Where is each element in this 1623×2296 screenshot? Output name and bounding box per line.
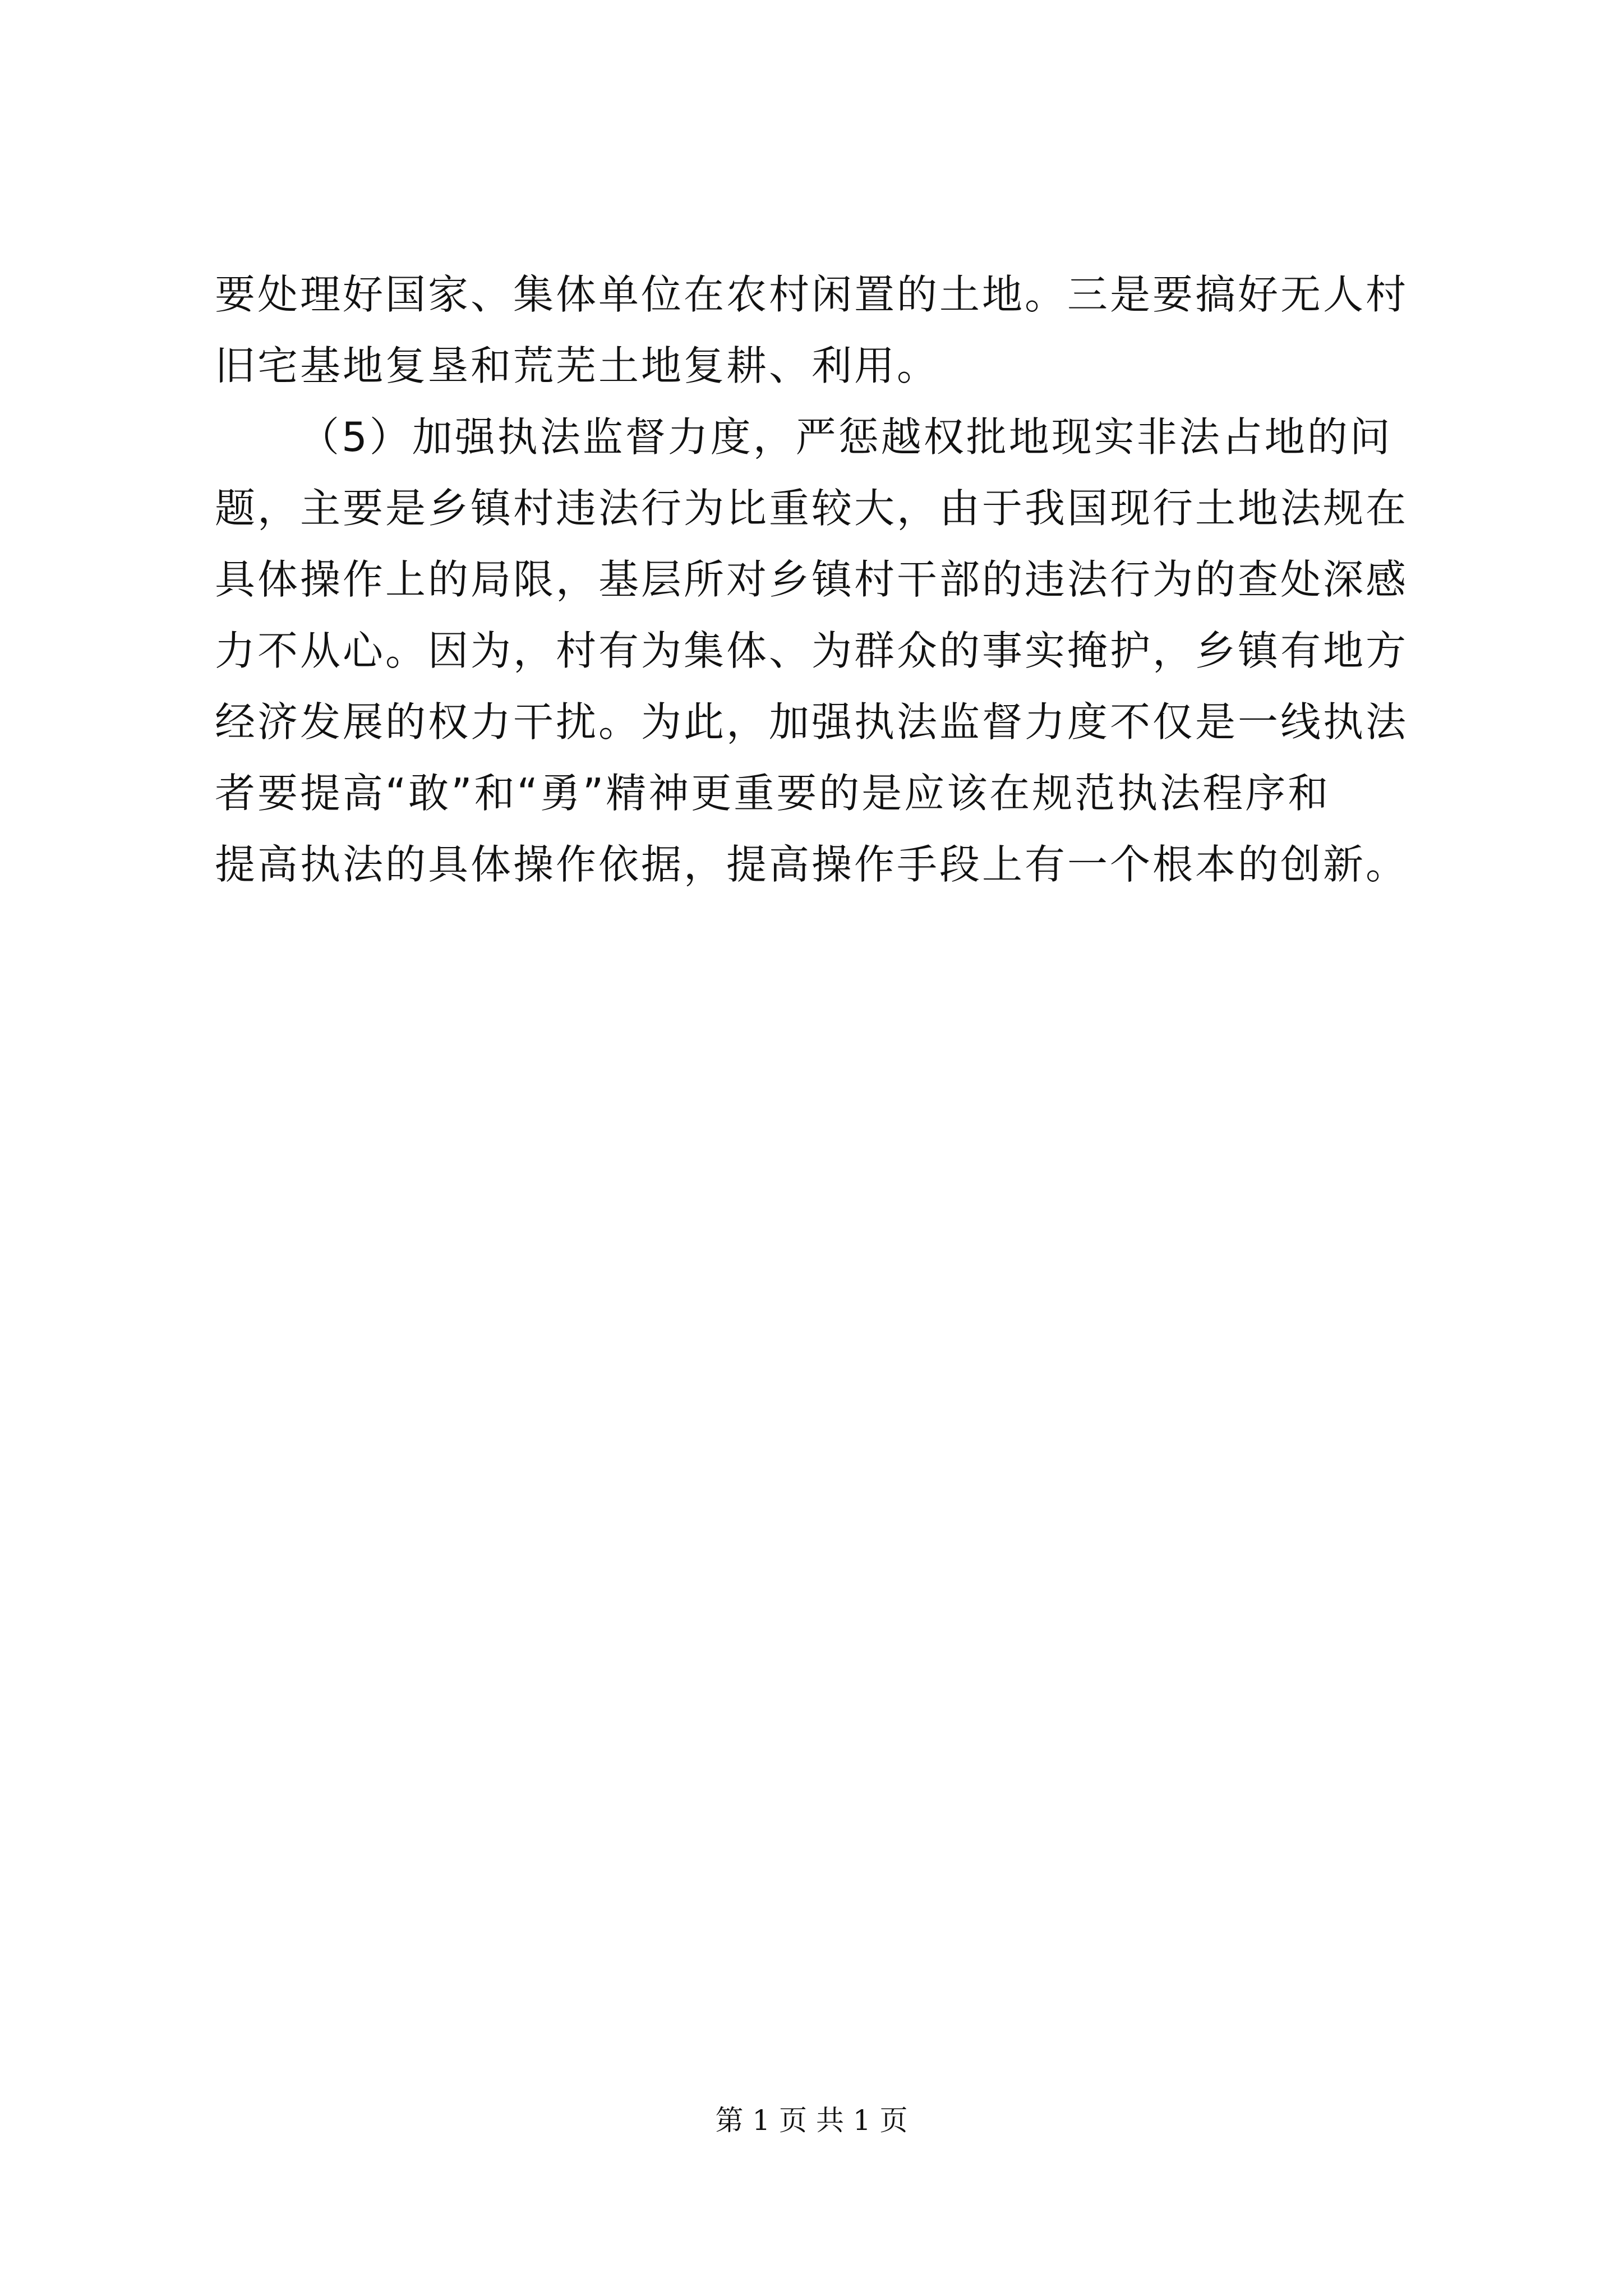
text-line-6: 力不从心。因为，村有为集体、为群众的事实掩护，乡镇有地方 (215, 627, 1409, 674)
text-line-7: 经济发展的权力干扰。为此，加强执法监督力度不仅是一线执法 (215, 698, 1409, 746)
text-line-1: 要处理好国家、集体单位在农村闲置的土地。三是要搞好无人村 (215, 271, 1409, 318)
body-text (215, 259, 1421, 900)
text-line-2: 旧宅基地复垦和荒芜土地复耕、利用。 (215, 342, 940, 389)
text-line-3: （5）加强执法监督力度，严惩越权批地现实非法占地的问 (299, 413, 1393, 461)
text-line-4: 题，主要是乡镇村违法行为比重较大，由于我国现行土地法规在 (215, 485, 1409, 532)
text-line-9: 提高执法的具体操作依据，提高操作手段上有一个根本的创新。 (215, 841, 1409, 888)
page-number-footer: 第 1 页 共 1 页 (715, 2104, 908, 2137)
text-line-8: 者要提高“敢”和“勇”精神更重要的是应该在规范执法程序和 (215, 770, 1331, 817)
text-line-5: 具体操作上的局限，基层所对乡镇村干部的违法行为的查处深感 (215, 556, 1409, 603)
